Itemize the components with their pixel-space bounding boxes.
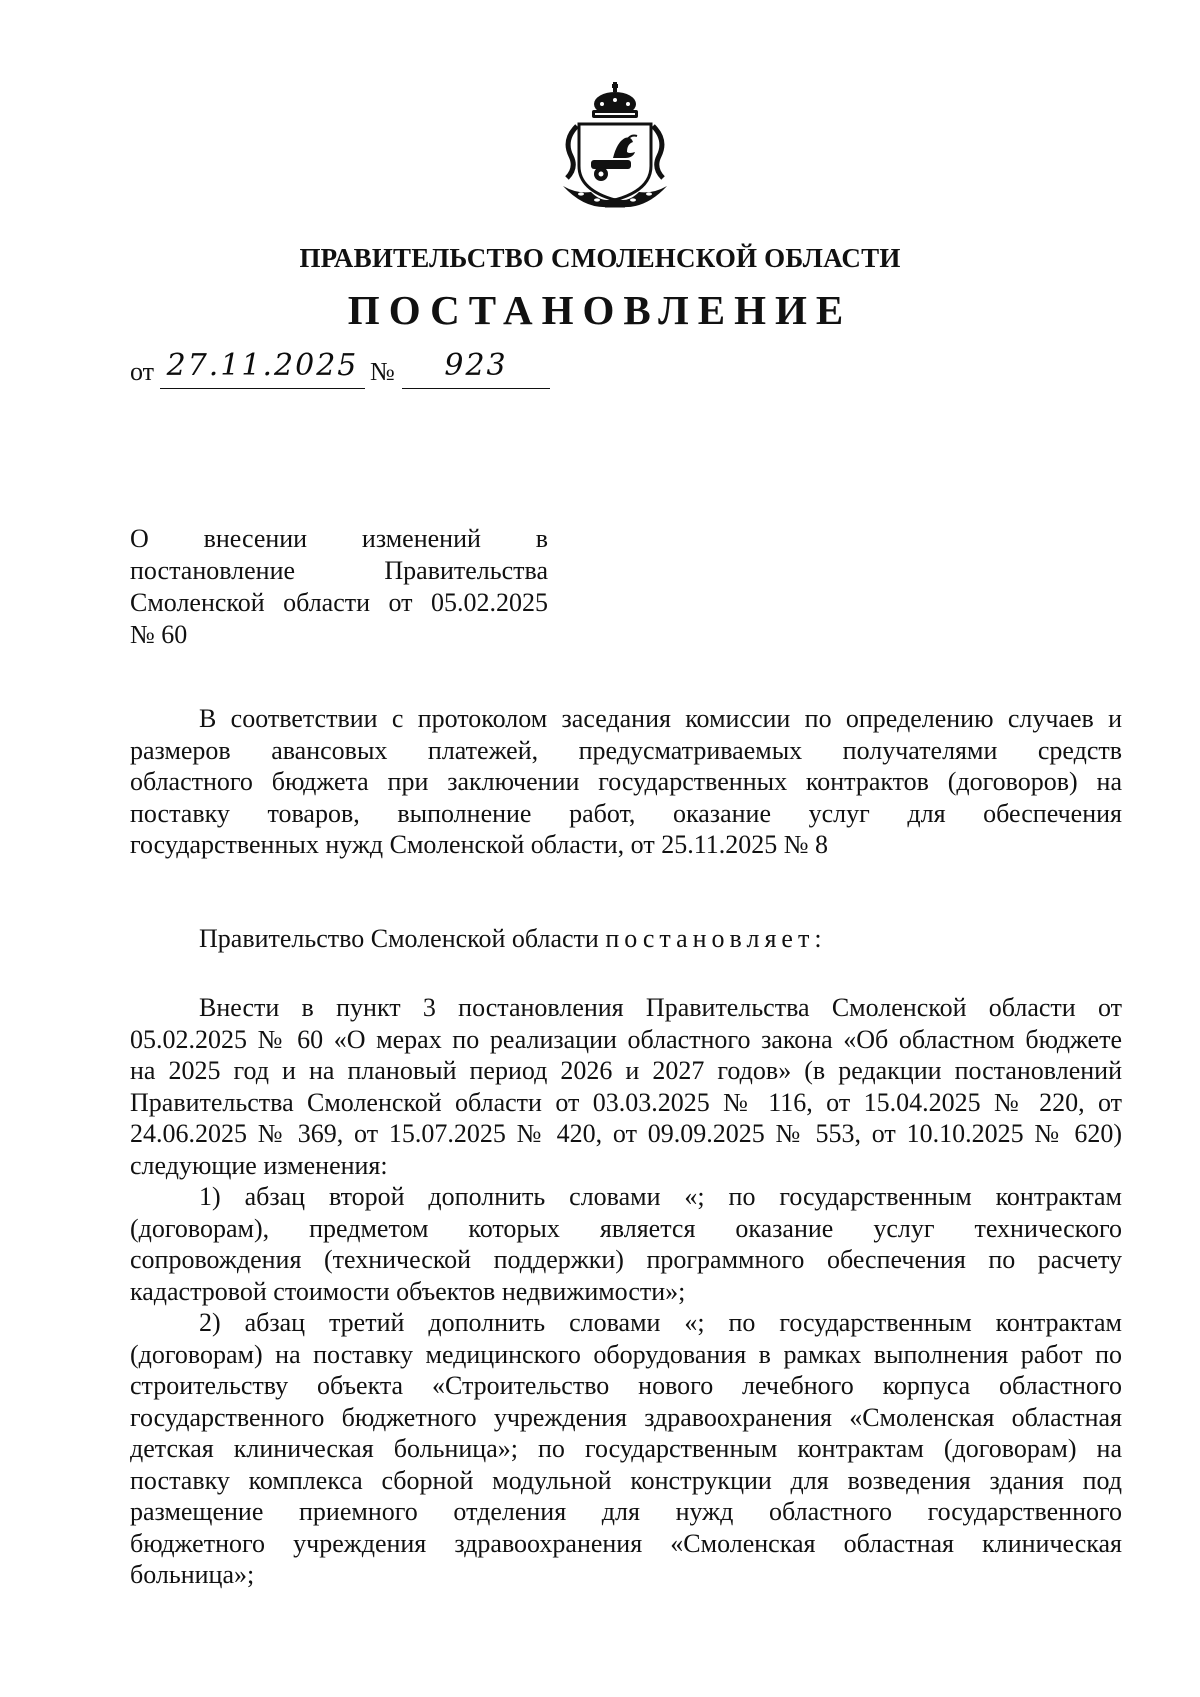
date-prefix-label: от	[130, 357, 155, 386]
organization-title: ПРАВИТЕЛЬСТВО СМОЛЕНСКОЙ ОБЛАСТИ	[299, 243, 901, 273]
body-line: Внести в пункт 3 постановления Правительства Смоленской области от	[199, 993, 1122, 1022]
amendment-line: 1) абзац второй дополнить словами «; по государственным контрактам	[199, 1182, 1122, 1211]
handwritten-number: 923	[444, 348, 508, 383]
handwritten-date: 27.11.2025	[166, 348, 359, 383]
body-line: следующие изменения:	[130, 1150, 388, 1180]
amendment-item-1	[130, 1181, 1122, 1307]
amendment-line: больница»;	[130, 1560, 255, 1589]
preamble-paragraph	[130, 703, 1122, 861]
subject-line: О внесении изменений в	[130, 524, 548, 553]
subject-line: постановление Правительства	[130, 556, 548, 585]
preamble-line: областного бюджета при заключении государственных контрактов (договоров) на	[130, 767, 1122, 796]
preamble-line: поставку товаров, выполнение работ, оказание услуг для обеспечения	[130, 798, 1122, 828]
number-field	[402, 348, 550, 389]
amendment-line: поставку комплекса сборной модульной конструкции для возведения здания под	[130, 1465, 1122, 1495]
amendment-line: размещение приемного отделения для нужд областного государственного	[130, 1497, 1122, 1526]
resolves-keyword: постановляет	[605, 924, 815, 953]
resolves-prefix: Правительство Смоленской области	[199, 924, 606, 953]
amendment-line: кадастровой стоимости объектов недвижимости»;	[130, 1276, 686, 1306]
preamble-line: государственных нужд Смоленской области, от 25.11.2025 № 8	[130, 830, 829, 859]
body-line: 24.06.2025 № 369, от 15.07.2025 № 420, от 09.09.2025 № 553, от 10.10.2025 № 620)	[130, 1119, 1122, 1148]
amendment-line: бюджетного учреждения здравоохранения «Смоленская областная клиническая	[130, 1528, 1122, 1558]
smolensk-coat-of-arms-icon	[557, 82, 673, 212]
resolves-paragraph	[130, 923, 1122, 955]
resolves-line	[130, 923, 1122, 955]
document-subject	[130, 523, 548, 651]
amendment-line: сопровождения (технической поддержки) программного обеспечения по расчету	[130, 1245, 1122, 1274]
registration-line	[130, 348, 570, 393]
resolves-suffix: :	[814, 924, 822, 953]
body-intro-paragraph	[130, 992, 1122, 1181]
amendment-line: строительству объекта «Строительство нового лечебного корпуса областного	[130, 1371, 1122, 1400]
amendment-line: (договорам), предметом которых является оказание услуг технического	[130, 1213, 1122, 1243]
preamble-line: размеров авансовых платежей, предусматриваемых получателями средств	[130, 735, 1122, 765]
amendment-line: государственного бюджетного учреждения здравоохранения «Смоленская областная	[130, 1402, 1122, 1432]
subject-line: № 60	[130, 620, 188, 649]
preamble-line: В соответствии с протоколом заседания комиссии по определению случаев и	[199, 704, 1122, 733]
amendment-line: детская клиническая больница»; по государственным контрактам (договорам) на	[130, 1434, 1122, 1463]
body-line: 05.02.2025 № 60 «О мерах по реализации областного закона «Об областном бюджете	[130, 1024, 1122, 1054]
body-line: Правительства Смоленской области от 03.03.2025 № 116, от 15.04.2025 № 220, от	[130, 1087, 1122, 1117]
subject-line: Смоленской области от 05.02.2025	[130, 588, 548, 617]
number-prefix-label: №	[370, 357, 395, 386]
amendment-item-2	[130, 1307, 1122, 1591]
date-field	[160, 348, 365, 389]
body-line: на 2025 год и на плановый период 2026 и 2027 годов» (в редакции постановлений	[130, 1056, 1122, 1085]
amendment-line: (договорам) на поставку медицинского оборудования в рамках выполнения работ по	[130, 1339, 1122, 1369]
document-type-title: ПОСТАНОВЛЕНИЕ	[347, 287, 853, 333]
amendment-line: 2) абзац третий дополнить словами «; по государственным контрактам	[199, 1308, 1122, 1337]
